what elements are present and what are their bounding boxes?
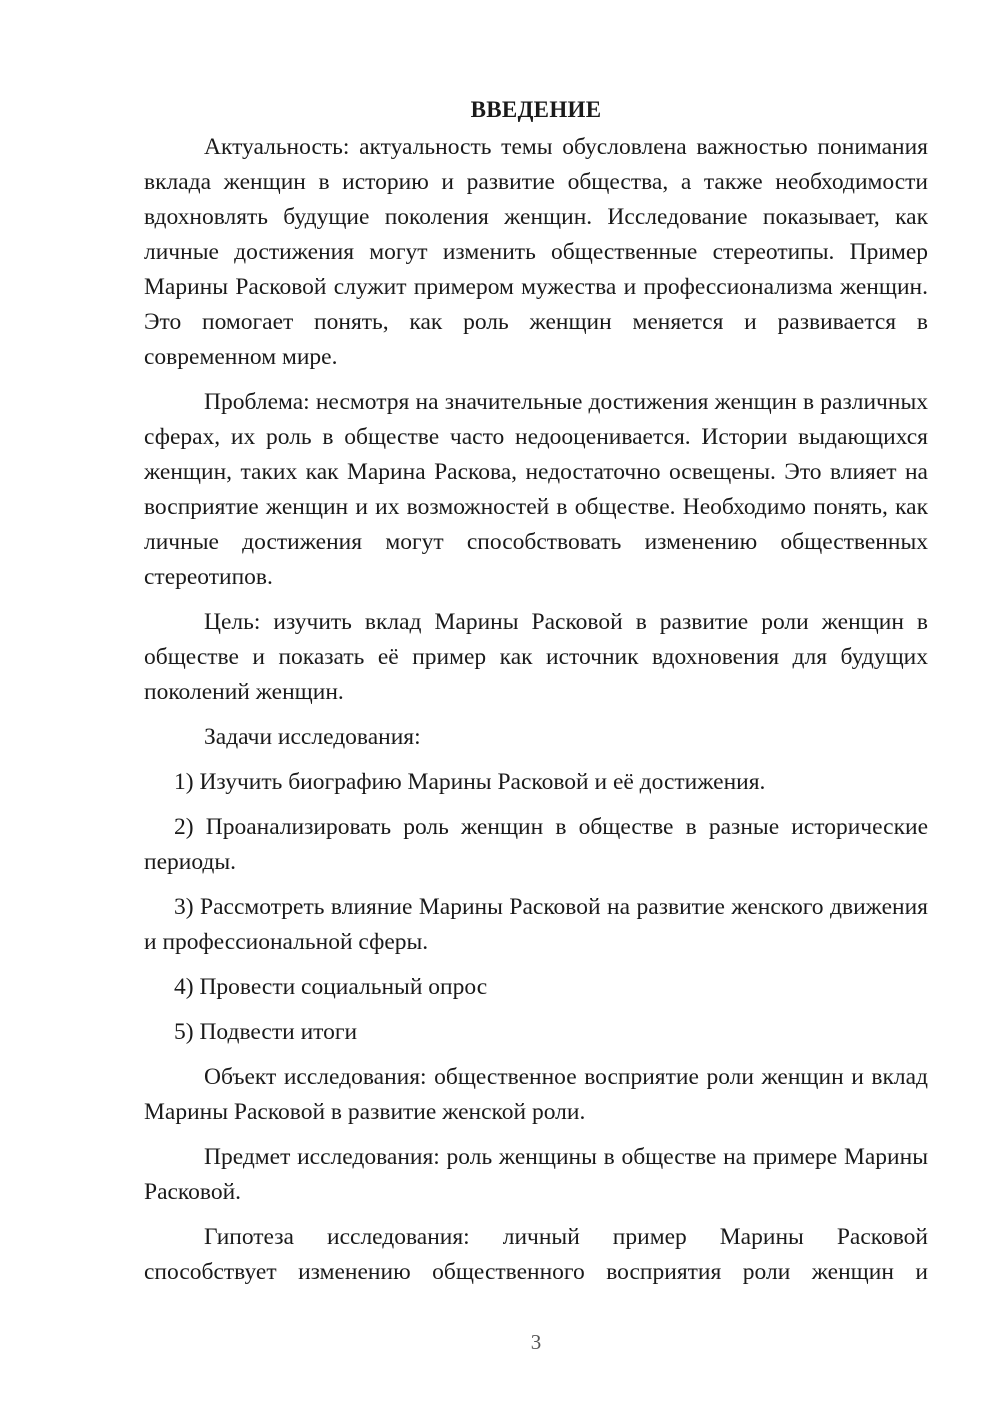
task-item: 3) Рассмотреть влияние Марины Расковой на развитие женского движения и профессиональной сферы. xyxy=(144,894,928,955)
page-content xyxy=(144,92,928,1300)
task-item: 4) Провести социальный опрос xyxy=(174,974,488,1000)
relevance-paragraph: Актуальность: актуальность темы обусловлена важностью понимания вклада женщин в историю и развитие общества, а также необходимости вдохновлять будущие поколения женщин. Исследование показывает, как личные достижения могут изменить общественные стереотипы. Пример Марины Расковой служит примером мужества и профессионализма женщин. Это помогает понять, как роль женщин меняется и развивается в современном мире. xyxy=(144,134,928,370)
subject-paragraph: Предмет исследования: роль женщины в обществе на примере Марины Расковой. xyxy=(144,1144,928,1205)
hypothesis-paragraph: Гипотеза исследования: личный пример Марины Расковой способствует изменению общественного восприятия роли женщин и xyxy=(144,1224,928,1285)
task-item: 5) Подвести итоги xyxy=(174,1019,358,1045)
task-item: 2) Проанализировать роль женщин в обществе в разные исторические периоды. xyxy=(144,814,928,875)
page-number: 3 xyxy=(530,1330,542,1354)
page-title: ВВЕДЕНИЕ xyxy=(470,97,602,122)
tasks-heading: Задачи исследования: xyxy=(204,724,421,750)
object-paragraph: Объект исследования: общественное восприятие роли женщин и вклад Марины Расковой в развитие женской роли. xyxy=(144,1064,928,1125)
problem-paragraph: Проблема: несмотря на значительные достижения женщин в различных сферах, их роль в обществе часто недооценивается. Истории выдающихся женщин, таких как Марина Раскова, недостаточно освещены. Это влияет на восприятие женщин и их возможностей в обществе. Необходимо понять, как личные достижения могут способствовать изменению общественных стереотипов. xyxy=(144,389,928,590)
goal-paragraph: Цель: изучить вклад Марины Расковой в развитие роли женщин в обществе и показать её пример как источник вдохновения для будущих поколений женщин. xyxy=(144,609,928,705)
task-item: 1) Изучить биографию Марины Расковой и её достижения. xyxy=(174,769,766,795)
